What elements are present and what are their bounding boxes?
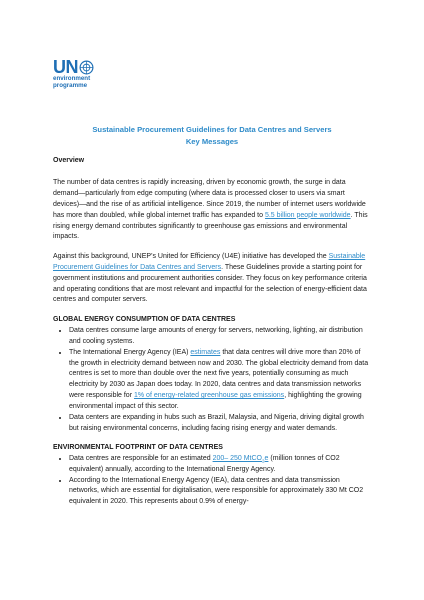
world-population-link[interactable]: 5.5 billion people worldwide (264, 211, 351, 219)
title-line-2: Key Messages (185, 137, 239, 146)
section-heading-footprint: ENVIRONMENTAL FOOTPRINT OF DATA CENTRES (53, 443, 223, 451)
list-item: • Data centres consume large amounts of energy for servers, networking, lighting, air distribution and cooling systems. (69, 326, 371, 348)
p2-text-b: . These Guidelines provide a starting point for government institutions and procurement authorities consider. They focus on key performance criteria and operating conditions that are most relevant and impactful for the selection of energy-efficient data centres and computer servers. (53, 263, 367, 304)
emissions-link[interactable]: 1% of energy-related greenhouse gas emissions (133, 392, 285, 400)
overview-paragraph-2 (53, 252, 371, 307)
p2-text-a: Against this background, UNEP’s United for Efficiency (U4E) initiative has developed the (53, 252, 329, 260)
mtco2e-subscript: 2 (262, 458, 265, 464)
list-item: • According to the International Energy Agency (IEA), data centres and data transmission networks, which are essential for digitalisation, were responsible for approximately 330 Mt CO2 equivalent in 2020. This represents about 0.9% of energy- (69, 476, 371, 509)
mtco2e-link-end: e (264, 454, 269, 462)
overview-heading: Overview (53, 157, 85, 164)
b2-text-c: , highlighting the growing environmental impact of this sector. (69, 392, 362, 411)
iea-estimates-link[interactable]: estimates (190, 348, 221, 356)
mtco2e-link[interactable] (213, 455, 269, 462)
list-item: • Data centers are expanding in hubs such as Brazil, Malaysia, and Nigeria, driving digital growth but raising environmental concerns, including facing rising energy and water demands. (69, 413, 371, 435)
b2-text-b: that data centres will drive more than 20% of the growth in electricity demand between now and 2030. The global electricity demand from data centres is set to more than double over the next five years, potentially consuming as much electricity by 2030 as Japan does today. In 2020, data centres and data transmission networks were responsible for (69, 348, 369, 400)
logo-line-environment: environment (53, 75, 91, 82)
energy-bullet-list (53, 326, 371, 435)
document-title (53, 124, 371, 148)
document-body (53, 156, 371, 516)
logo-line-programme: programme (53, 81, 88, 89)
un-emblem-icon (79, 60, 94, 75)
overview-paragraph-1 (53, 178, 371, 243)
guidelines-link[interactable]: Sustainable Procurement Guidelines for Data Centres and Servers (53, 252, 366, 271)
fp-b1-text-b: (million tonnes of CO2 equivalent) annually, according to the International Energy Agency. (69, 454, 340, 473)
p1-text-b: . This rising energy demand contributes significantly to greenhouse gas emissions and environmental impacts. (53, 211, 368, 241)
list-item (69, 348, 371, 413)
logo-un-text: UN (53, 57, 78, 77)
list-item (69, 454, 371, 476)
fp-b1-text-a: Data centres are responsible for an estimated (69, 454, 213, 462)
section-heading-energy: GLOBAL ENERGY CONSUMPTION OF DATA CENTRES (53, 315, 236, 323)
b2-text-a: The International Energy Agency (IEA) (69, 348, 191, 356)
footprint-bullet-list (53, 454, 371, 509)
title-line-1: Sustainable Procurement Guidelines for Data Centres and Servers (92, 125, 332, 134)
mtco2e-link-text: 200– 250 MtCO (212, 454, 262, 462)
p1-text-a: The number of data centres is rapidly increasing, driven by economic growth, the surge in data demand—particularly from edge computing (where data is processed closer to users via smart devices)—and the rise of as artificial intelligence. Since 2019, the number of internet users worldwide has more than doubled, while global internet traffic has expanded to (53, 178, 366, 219)
unep-logo (53, 58, 113, 89)
